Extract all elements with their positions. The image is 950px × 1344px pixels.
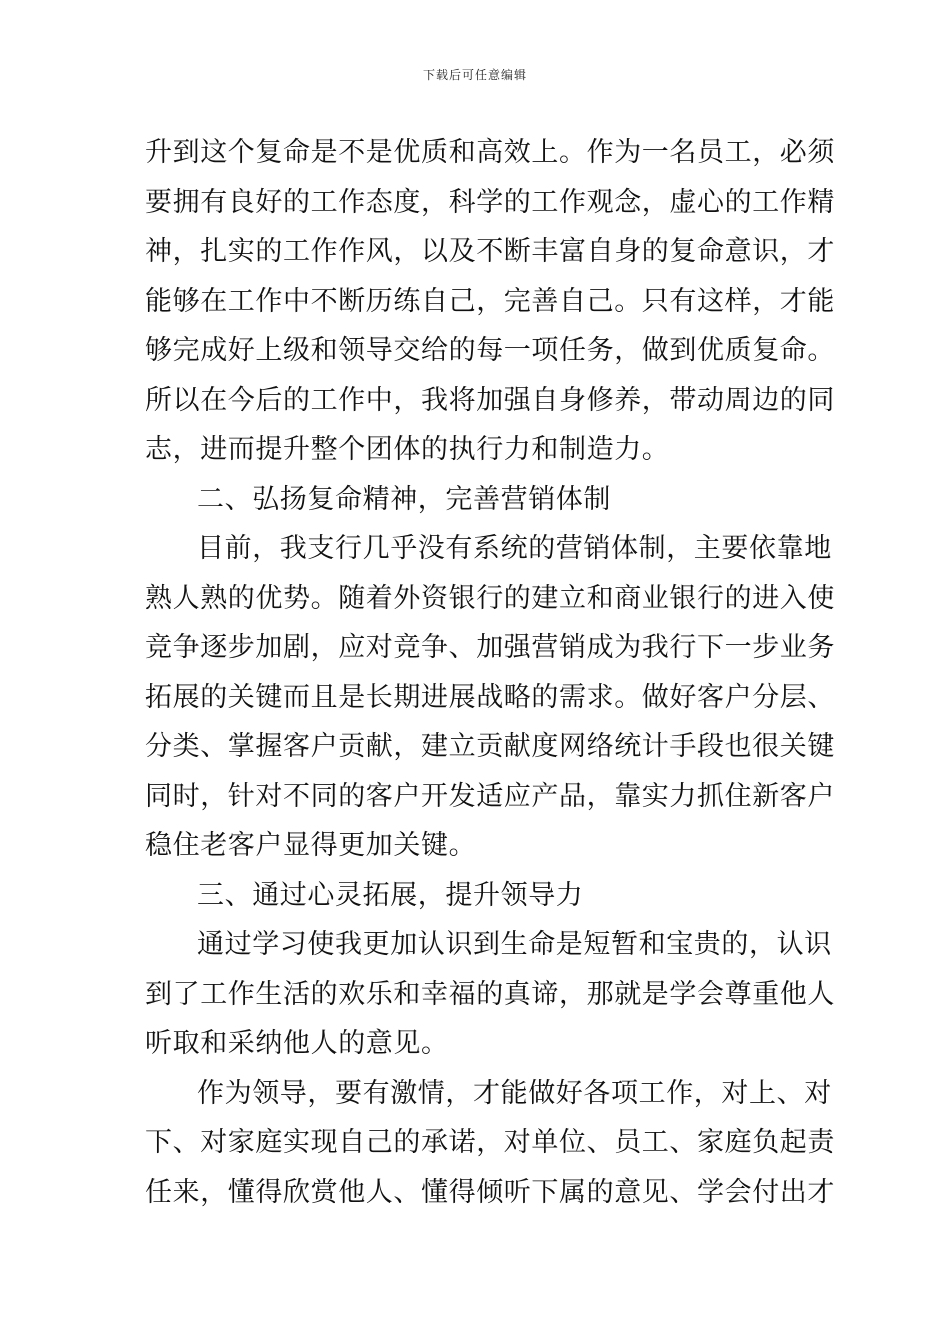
- page-header: 下载后可任意编辑: [422, 68, 527, 82]
- text-line: 要拥有良好的工作态度，科学的工作观念，虚心的工作精: [145, 186, 835, 218]
- text-line: 通过学习使我更加认识到生命是短暂和宝贵的，认识: [197, 929, 832, 960]
- text-line: 作为领导，要有激情，才能做好各项工作，对上、对: [197, 1077, 832, 1109]
- text-line: 稳住老客户显得更加关键。: [145, 830, 477, 861]
- document-body: [145, 128, 835, 1217]
- text-line: 所以在今后的工作中，我将加强自身修养，带动周边的同: [145, 384, 835, 416]
- text-line: 下、对家庭实现自己的承诺，对单位、员工、家庭负起责: [145, 1127, 835, 1158]
- text-line: 目前，我支行几乎没有系统的营销体制，主要依靠地: [197, 533, 832, 564]
- text-line: 够完成好上级和领导交给的每一项任务，做到优质复命。: [145, 335, 835, 366]
- text-line: 二、弘扬复命精神，完善营销体制: [197, 483, 611, 515]
- text-line: 听取和采纳他人的意见。: [145, 1028, 449, 1059]
- text-line: 分类、掌握客户贡献，建立贡献度网络统计手段也很关键: [145, 731, 835, 762]
- text-line: 三、通过心灵拓展，提升领导力: [197, 879, 584, 911]
- text-line: 能够在工作中不断历练自己，完善自己。只有这样，才能: [145, 285, 835, 317]
- text-line: 任来，懂得欣赏他人、懂得倾听下属的意见、学会付出才: [145, 1176, 835, 1208]
- text-line: 志，进而提升整个团体的执行力和制造力。: [145, 434, 670, 465]
- text-line: 拓展的关键而且是长期进展战略的需求。做好客户分层、: [145, 681, 835, 713]
- text-line: 到了工作生活的欢乐和幸福的真谛，那就是学会尊重他人: [145, 978, 835, 1010]
- text-line: 升到这个复命是不是优质和高效上。作为一名员工，必须: [145, 137, 835, 168]
- text-line: 竞争逐步加剧，应对竞争、加强营销成为我行下一步业务: [145, 632, 835, 663]
- text-line: 神，扎实的工作作风，以及不断丰富自身的复命意识，才: [145, 236, 835, 267]
- text-line: 熟人熟的优势。随着外资银行的建立和商业银行的进入使: [145, 582, 835, 614]
- text-line: 同时，针对不同的客户开发适应产品，靠实力抓住新客户: [145, 780, 835, 812]
